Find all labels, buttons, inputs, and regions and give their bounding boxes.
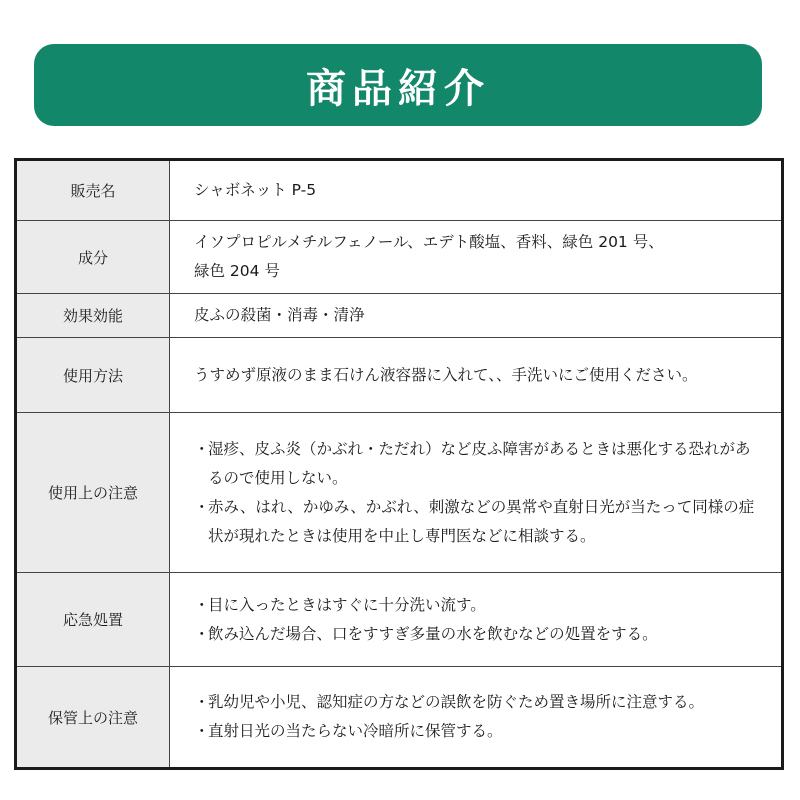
row-value: [170, 294, 781, 337]
value-text: 皮ふの殺菌・消毒・清浄: [194, 306, 365, 324]
value-text: シャボネット P-5: [194, 181, 317, 199]
row-label: 販売名: [17, 161, 170, 220]
row-value: [170, 667, 781, 767]
table-row-effects: [17, 294, 781, 338]
row-value: [170, 338, 781, 412]
list-item: [194, 435, 761, 493]
row-label: 成分: [17, 221, 170, 293]
row-value: [170, 221, 781, 293]
table-row-usage-cautions: [17, 413, 781, 573]
bullet-mark: ・: [194, 595, 210, 614]
table-row-first-aid: [17, 573, 781, 667]
table-row-usage: [17, 338, 781, 413]
table-row-product-name: [17, 161, 781, 221]
row-value: [170, 413, 781, 572]
list-item: [194, 620, 761, 649]
row-value: [170, 573, 781, 666]
row-label: 使用方法: [17, 338, 170, 412]
list-item: [194, 591, 761, 620]
table-row-storage-cautions: [17, 667, 781, 767]
banner-title: 商品紹介: [306, 65, 490, 112]
row-label: 保管上の注意: [17, 667, 170, 767]
list-item-text: 目に入ったときはすぐに十分洗い流す。: [208, 595, 486, 614]
row-value: [170, 161, 781, 220]
title-banner: [34, 44, 762, 126]
product-info-table: [14, 158, 784, 770]
list-item: [194, 717, 761, 746]
list-item: [194, 493, 761, 551]
value-text: イソプロピルメチルフェノール、エデト酸塩、香料、緑色 201 号、: [194, 233, 664, 251]
list-item-text: 湿疹、皮ふ炎（かぶれ・ただれ）など皮ふ障害があるときは悪化する恐れがあるので使用しない。: [208, 439, 751, 487]
list-item-text: 直射日光の当たらない冷暗所に保管する。: [208, 722, 503, 740]
list-item-text: 乳幼児や小児、認知症の方などの誤飲を防ぐため置き場所に注意する。: [208, 693, 705, 711]
table-row-ingredients: [17, 221, 781, 294]
list-item: [194, 688, 761, 717]
bullet-mark: ・: [194, 624, 210, 643]
bullet-mark: ・: [194, 497, 210, 516]
row-label: 使用上の注意: [17, 413, 170, 572]
row-label: 応急処置: [17, 573, 170, 666]
list-item-text: 飲み込んだ場合、口をすすぎ多量の水を飲むなどの処置をする。: [208, 624, 658, 643]
value-text: 緑色 204 号: [194, 262, 280, 280]
list-item-text: 赤み、はれ、かゆみ、かぶれ、刺激などの異常や直射日光が当たって同様の症状が現れたときは使用を中止し専門医などに相談する。: [208, 497, 755, 545]
value-text: うすめず原液のまま石けん液容器に入れて、、手洗いにご使用ください。: [194, 365, 698, 384]
row-label: 効果効能: [17, 294, 170, 337]
bullet-mark: ・: [194, 722, 210, 740]
bullet-mark: ・: [194, 439, 210, 458]
bullet-mark: ・: [194, 693, 210, 711]
